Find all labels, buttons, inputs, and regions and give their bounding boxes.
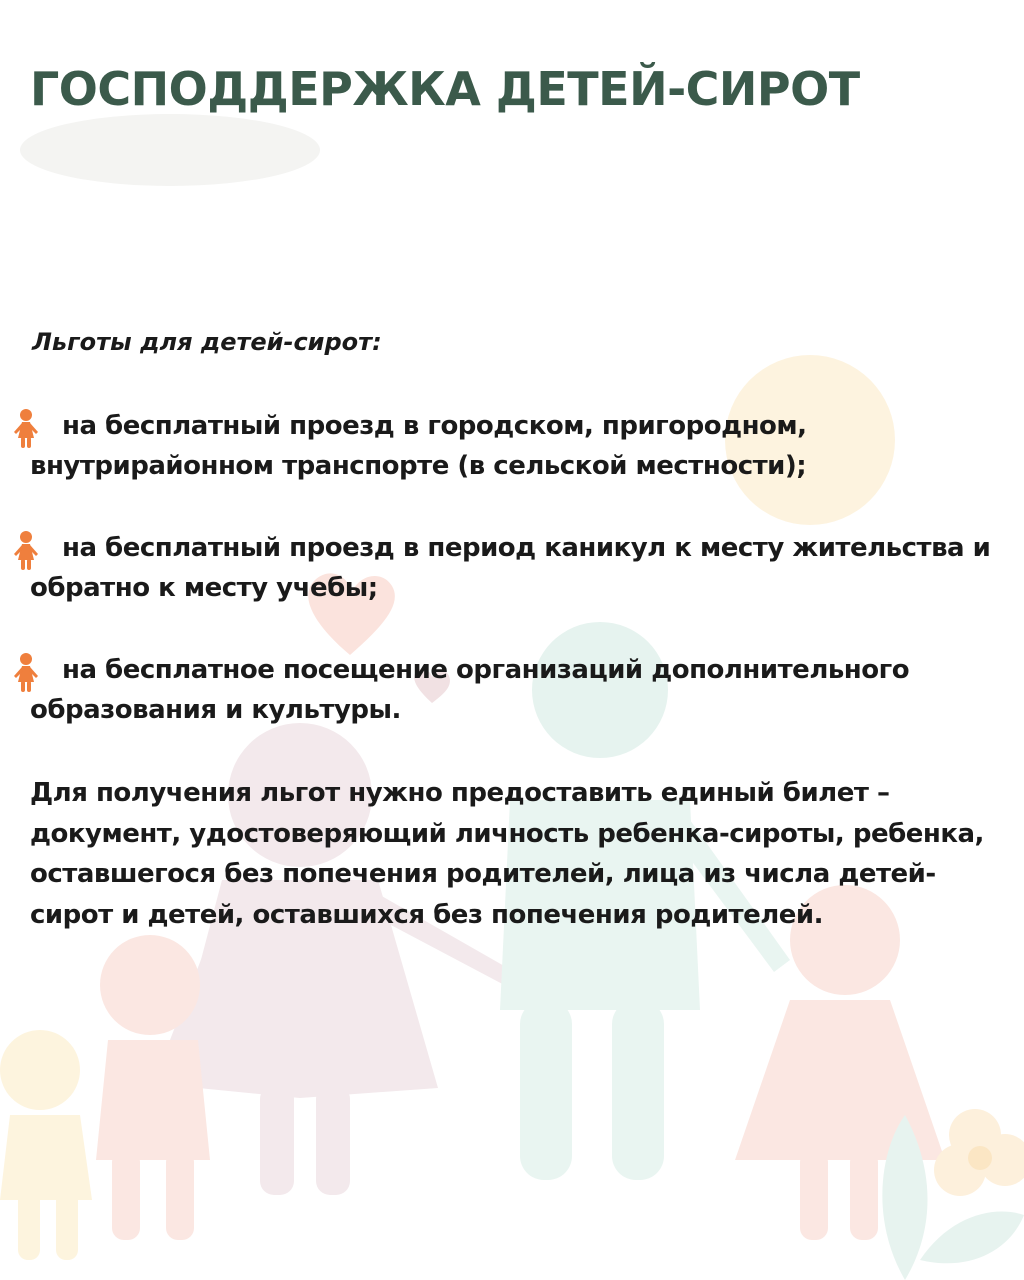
- benefit-item-transport: [30, 406, 1000, 486]
- page-title: ГОСПОДДЕРЖКА ДЕТЕЙ-СИРОТ: [30, 62, 860, 116]
- benefit-item-education-culture: [30, 650, 1000, 730]
- child-icon: [12, 652, 40, 694]
- benefit-text: на бесплатное посещение организаций дополнительного образования и культуры.: [30, 655, 910, 725]
- benefit-item-vacation-travel: [30, 528, 1000, 608]
- child-icon: [12, 408, 40, 450]
- benefit-text: на бесплатный проезд в городском, пригородном, внутрирайонном транспорте (в сельской местности);: [30, 411, 807, 481]
- benefit-text: на бесплатный проезд в период каникул к месту жительства и обратно к месту учебы;: [30, 533, 991, 603]
- single-ticket-info: Для получения льгот нужно предоставить единый билет – документ, удостоверяющий личность ребенка-сироты, ребенка, оставшегося без попечения родителей, лица из числа детей-сирот и детей, оставшихся без попечения родителей.: [30, 778, 984, 930]
- benefits-subtitle: Льготы для детей-сирот:: [32, 328, 382, 356]
- child-icon: [12, 530, 40, 572]
